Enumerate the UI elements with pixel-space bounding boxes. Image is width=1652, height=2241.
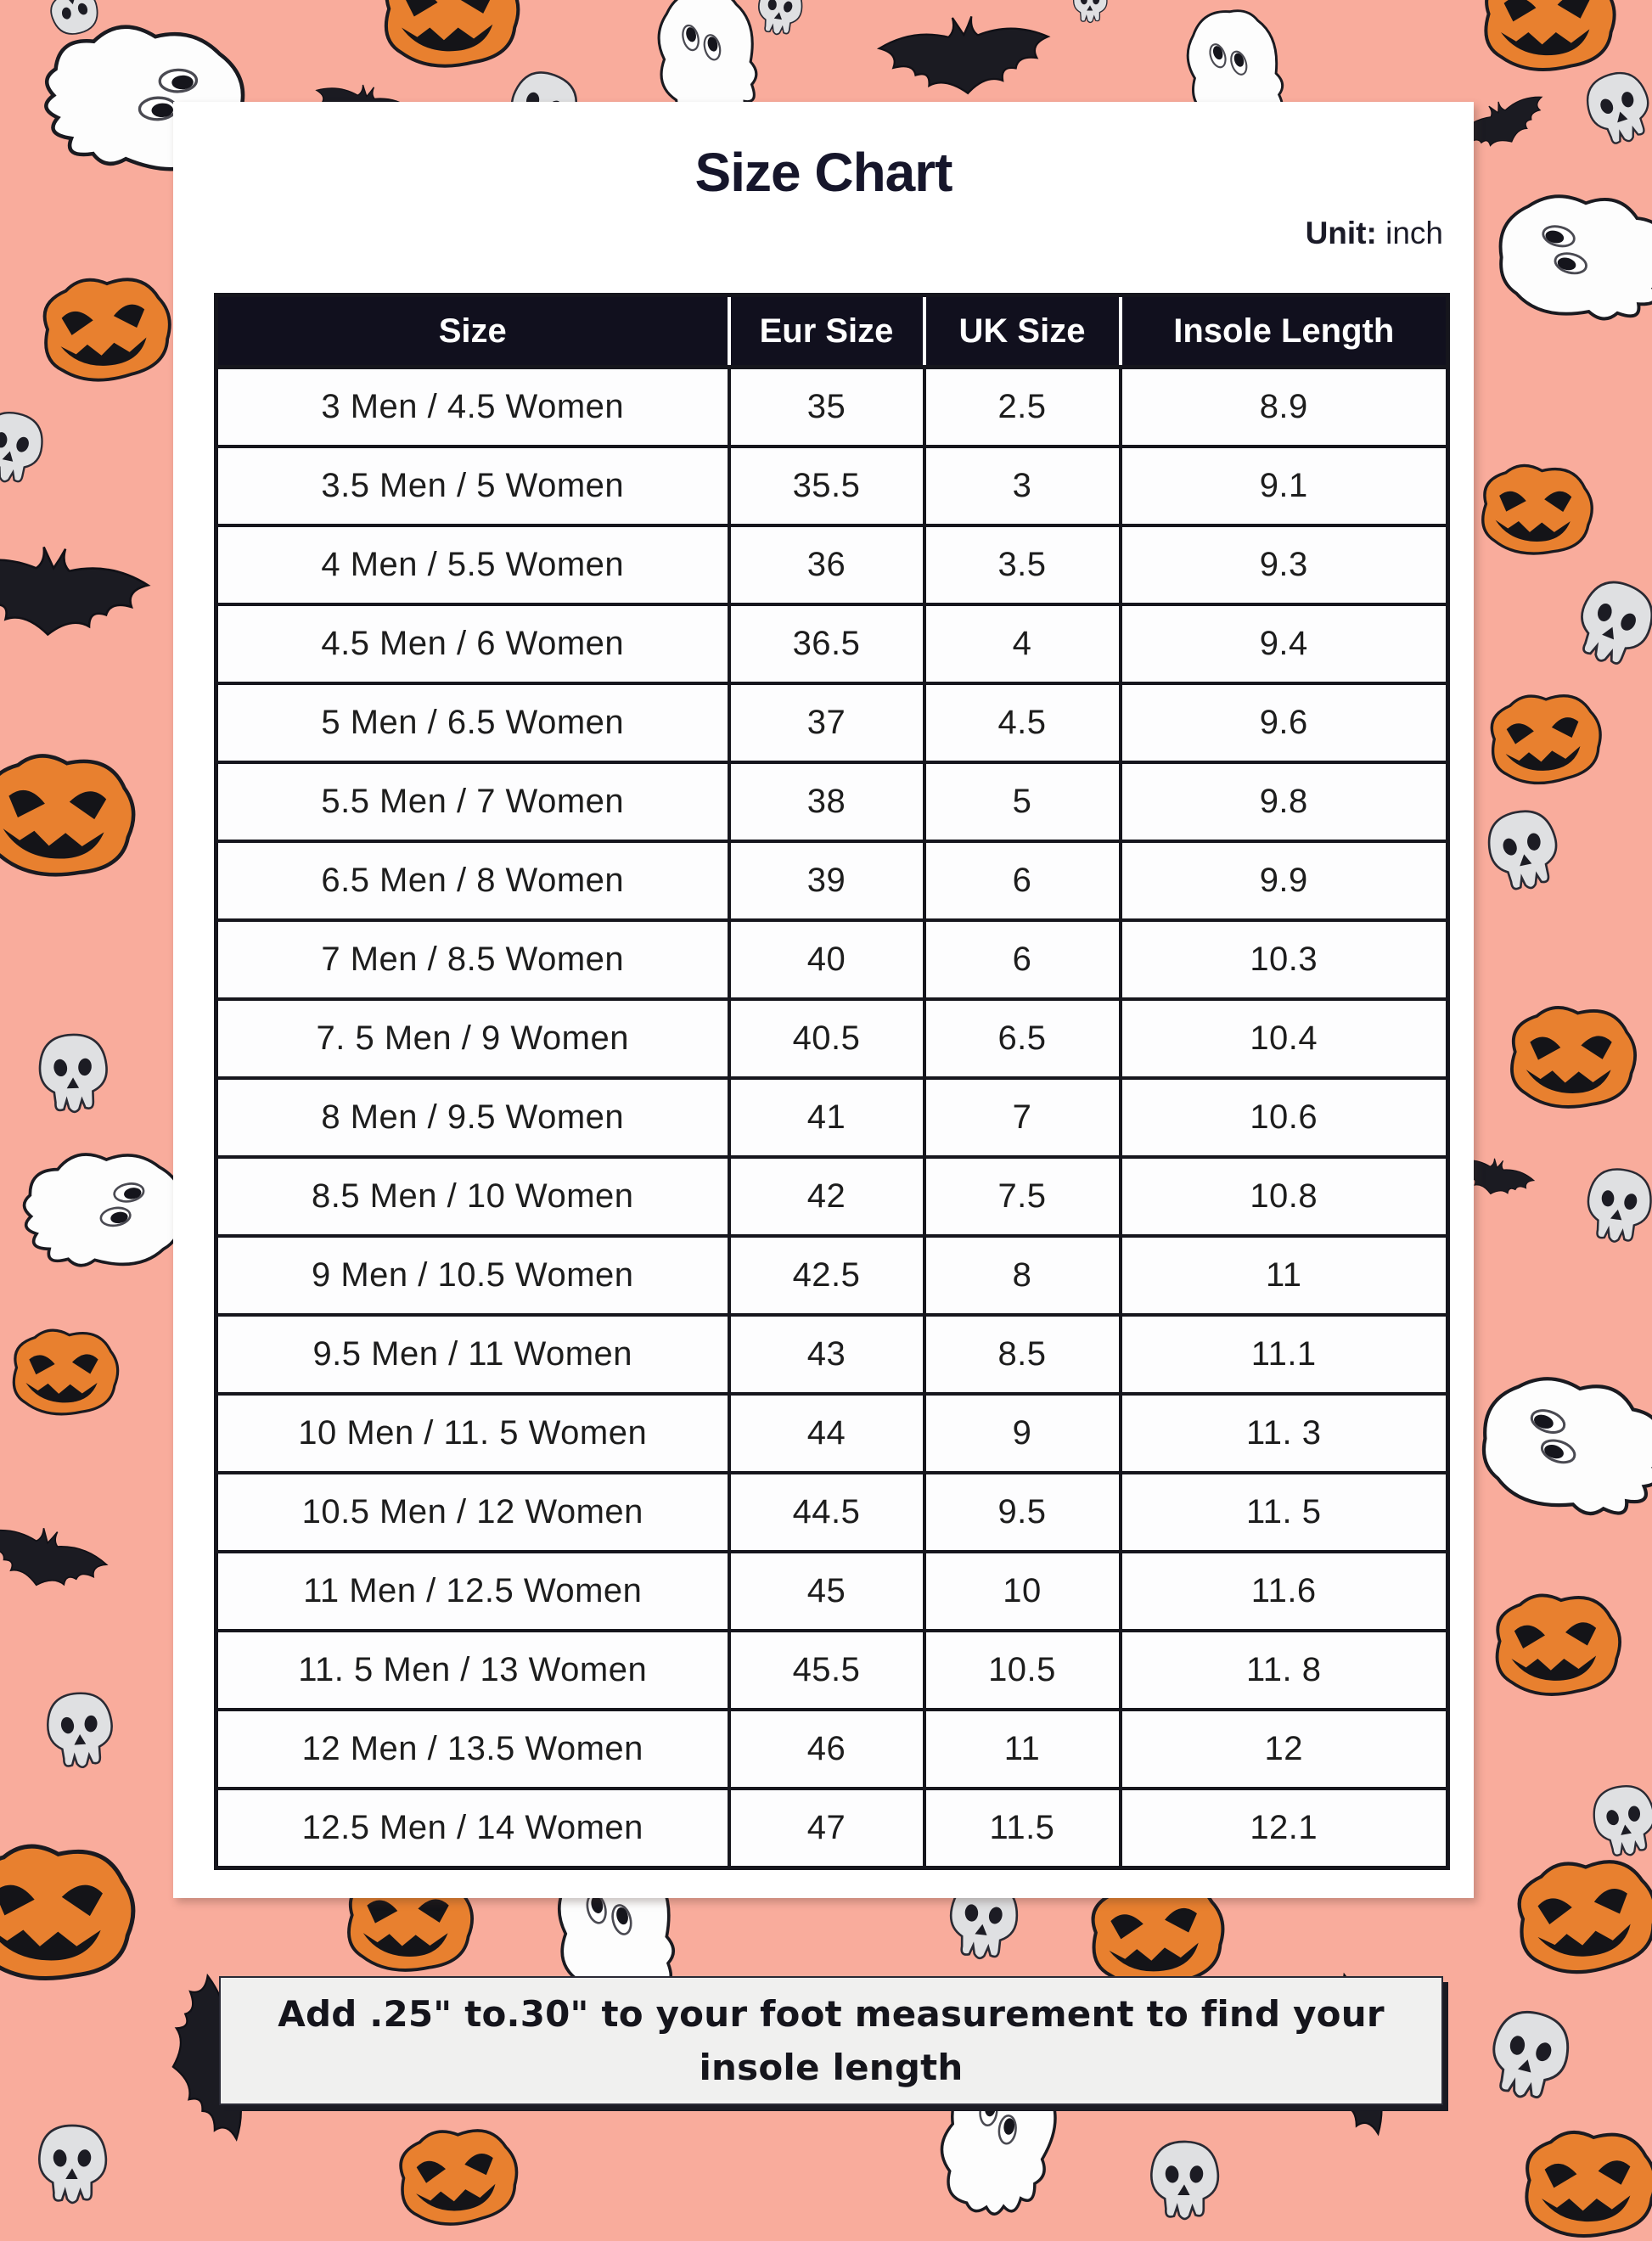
table-row xyxy=(216,841,1448,920)
size-cell: 12.5 Men / 14 Women xyxy=(216,1789,729,1868)
eur-size-cell: 40.5 xyxy=(729,999,924,1078)
size-cell: 11 Men / 12.5 Women xyxy=(216,1552,729,1631)
eur-size-cell: 39 xyxy=(729,841,924,920)
eur-size-cell: 44.5 xyxy=(729,1473,924,1552)
table-row xyxy=(216,1078,1448,1157)
uk-size-cell: 8 xyxy=(924,1236,1121,1315)
column-header-insole-length: Insole Length xyxy=(1121,295,1448,368)
size-cell: 6.5 Men / 8 Women xyxy=(216,841,729,920)
table-row xyxy=(216,604,1448,683)
pumpkin-icon xyxy=(1475,682,1611,792)
uk-size-cell: 10.5 xyxy=(924,1631,1121,1710)
uk-size-cell: 4 xyxy=(924,604,1121,683)
pumpkin-icon xyxy=(0,1829,148,1991)
uk-size-cell: 7 xyxy=(924,1078,1121,1157)
eur-size-cell: 46 xyxy=(729,1710,924,1789)
skull-icon xyxy=(1555,564,1652,687)
pumpkin-icon xyxy=(1496,996,1646,1115)
insole-length-cell: 11 xyxy=(1121,1236,1448,1315)
insole-length-cell: 11.1 xyxy=(1121,1315,1448,1394)
table-row xyxy=(216,1157,1448,1236)
eur-size-cell: 38 xyxy=(729,762,924,841)
bat-icon xyxy=(0,535,178,663)
insole-length-cell: 12 xyxy=(1121,1710,1448,1789)
eur-size-cell: 43 xyxy=(729,1315,924,1394)
size-cell: 8 Men / 9.5 Women xyxy=(216,1078,729,1157)
skull-icon xyxy=(31,2120,113,2214)
size-cell: 4.5 Men / 6 Women xyxy=(216,604,729,683)
insole-length-cell: 10.6 xyxy=(1121,1078,1448,1157)
table-row xyxy=(216,920,1448,999)
bat-icon xyxy=(854,7,1076,115)
eur-size-cell: 37 xyxy=(729,683,924,762)
eur-size-cell: 41 xyxy=(729,1078,924,1157)
ghost-icon xyxy=(9,1135,194,1278)
unit-indicator xyxy=(1306,216,1443,251)
uk-size-cell: 9.5 xyxy=(924,1473,1121,1552)
table-row xyxy=(216,368,1448,447)
pumpkin-icon xyxy=(1470,0,1623,75)
column-header-eur-size: Eur Size xyxy=(729,295,924,368)
uk-size-cell: 6 xyxy=(924,920,1121,999)
size-cell: 10 Men / 11. 5 Women xyxy=(216,1394,729,1473)
insole-length-cell: 11.6 xyxy=(1121,1552,1448,1631)
note-box xyxy=(219,1976,1443,2105)
size-cell: 3.5 Men / 5 Women xyxy=(216,447,729,525)
pumpkin-icon xyxy=(0,739,148,887)
uk-size-cell: 11 xyxy=(924,1710,1121,1789)
pumpkin-icon xyxy=(383,2115,529,2234)
size-cell: 12 Men / 13.5 Women xyxy=(216,1710,729,1789)
insole-length-cell: 9.3 xyxy=(1121,525,1448,604)
skull-icon xyxy=(1475,799,1574,907)
table-row xyxy=(216,1473,1448,1552)
uk-size-cell: 3 xyxy=(924,447,1121,525)
size-cell: 11. 5 Men / 13 Women xyxy=(216,1631,729,1710)
size-table-body xyxy=(216,368,1448,1868)
skull-icon xyxy=(37,1686,121,1781)
table-row xyxy=(216,1789,1448,1868)
uk-size-cell: 4.5 xyxy=(924,683,1121,762)
insole-length-cell: 10.3 xyxy=(1121,920,1448,999)
insole-length-cell: 10.4 xyxy=(1121,999,1448,1078)
insole-length-cell: 10.8 xyxy=(1121,1157,1448,1236)
column-header-uk-size: UK Size xyxy=(924,295,1121,368)
insole-length-cell: 11. 8 xyxy=(1121,1631,1448,1710)
skull-icon xyxy=(749,0,809,46)
pumpkin-icon xyxy=(25,264,182,390)
insole-length-cell: 9.1 xyxy=(1121,447,1448,525)
table-row xyxy=(216,447,1448,525)
uk-size-cell: 8.5 xyxy=(924,1315,1121,1394)
ghost-icon xyxy=(1469,1361,1652,1525)
header-row xyxy=(216,295,1448,368)
size-cell: 7. 5 Men / 9 Women xyxy=(216,999,729,1078)
pumpkin-icon xyxy=(0,1321,126,1421)
size-chart-card xyxy=(173,102,1474,1898)
size-cell: 5.5 Men / 7 Women xyxy=(216,762,729,841)
pumpkin-icon xyxy=(1482,1586,1628,1699)
uk-size-cell: 3.5 xyxy=(924,525,1121,604)
eur-size-cell: 36 xyxy=(729,525,924,604)
eur-size-cell: 45 xyxy=(729,1552,924,1631)
size-cell: 3 Men / 4.5 Women xyxy=(216,368,729,447)
insole-length-cell: 11. 5 xyxy=(1121,1473,1448,1552)
table-row xyxy=(216,1394,1448,1473)
table-row xyxy=(216,999,1448,1078)
uk-size-cell: 6.5 xyxy=(924,999,1121,1078)
pumpkin-icon xyxy=(1468,454,1602,561)
uk-size-cell: 5 xyxy=(924,762,1121,841)
bat-icon xyxy=(0,1507,129,1616)
skull-icon xyxy=(0,402,54,499)
insole-length-cell: 9.4 xyxy=(1121,604,1448,683)
size-table xyxy=(214,293,1450,1870)
size-cell: 9.5 Men / 11 Women xyxy=(216,1315,729,1394)
table-row xyxy=(216,1236,1448,1315)
unit-value: inch xyxy=(1385,216,1443,250)
uk-size-cell: 2.5 xyxy=(924,368,1121,447)
uk-size-cell: 10 xyxy=(924,1552,1121,1631)
eur-size-cell: 35.5 xyxy=(729,447,924,525)
size-table-header xyxy=(216,295,1448,368)
table-row xyxy=(216,762,1448,841)
size-cell: 4 Men / 5.5 Women xyxy=(216,525,729,604)
skull-icon xyxy=(1143,2137,1225,2230)
insole-length-cell: 11. 3 xyxy=(1121,1394,1448,1473)
skull-icon xyxy=(31,1028,115,1125)
table-row xyxy=(216,1552,1448,1631)
table-row xyxy=(216,525,1448,604)
eur-size-cell: 35 xyxy=(729,368,924,447)
eur-size-cell: 42.5 xyxy=(729,1236,924,1315)
insole-length-cell: 9.8 xyxy=(1121,762,1448,841)
table-row xyxy=(216,1710,1448,1789)
skull-icon xyxy=(1070,0,1110,29)
size-cell: 7 Men / 8.5 Women xyxy=(216,920,729,999)
pumpkin-icon xyxy=(1497,1843,1652,1985)
column-header-size: Size xyxy=(216,295,729,368)
size-cell: 10.5 Men / 12 Women xyxy=(216,1473,729,1552)
insole-length-cell: 8.9 xyxy=(1121,368,1448,447)
pumpkin-icon xyxy=(1511,2122,1652,2241)
uk-size-cell: 9 xyxy=(924,1394,1121,1473)
size-cell: 8.5 Men / 10 Women xyxy=(216,1157,729,1236)
insole-length-cell: 12.1 xyxy=(1121,1789,1448,1868)
note-text: Add .25" to.30" to your foot measurement to find your insole length xyxy=(278,1993,1385,2088)
skull-icon xyxy=(1574,1160,1652,1257)
table-row xyxy=(216,1315,1448,1394)
eur-size-cell: 44 xyxy=(729,1394,924,1473)
eur-size-cell: 42 xyxy=(729,1157,924,1236)
eur-size-cell: 36.5 xyxy=(729,604,924,683)
table-row xyxy=(216,1631,1448,1710)
unit-label: Unit: xyxy=(1305,216,1377,250)
uk-size-cell: 11.5 xyxy=(924,1789,1121,1868)
size-cell: 5 Men / 6.5 Women xyxy=(216,683,729,762)
uk-size-cell: 6 xyxy=(924,841,1121,920)
page-title: Size Chart xyxy=(694,142,952,203)
eur-size-cell: 40 xyxy=(729,920,924,999)
pumpkin-icon xyxy=(370,0,527,71)
table-row xyxy=(216,683,1448,762)
eur-size-cell: 45.5 xyxy=(729,1631,924,1710)
eur-size-cell: 47 xyxy=(729,1789,924,1868)
insole-length-cell: 9.9 xyxy=(1121,841,1448,920)
insole-length-cell: 9.6 xyxy=(1121,683,1448,762)
size-cell: 9 Men / 10.5 Women xyxy=(216,1236,729,1315)
uk-size-cell: 7.5 xyxy=(924,1157,1121,1236)
skull-icon xyxy=(1472,1997,1584,2120)
ghost-icon xyxy=(1492,185,1652,323)
